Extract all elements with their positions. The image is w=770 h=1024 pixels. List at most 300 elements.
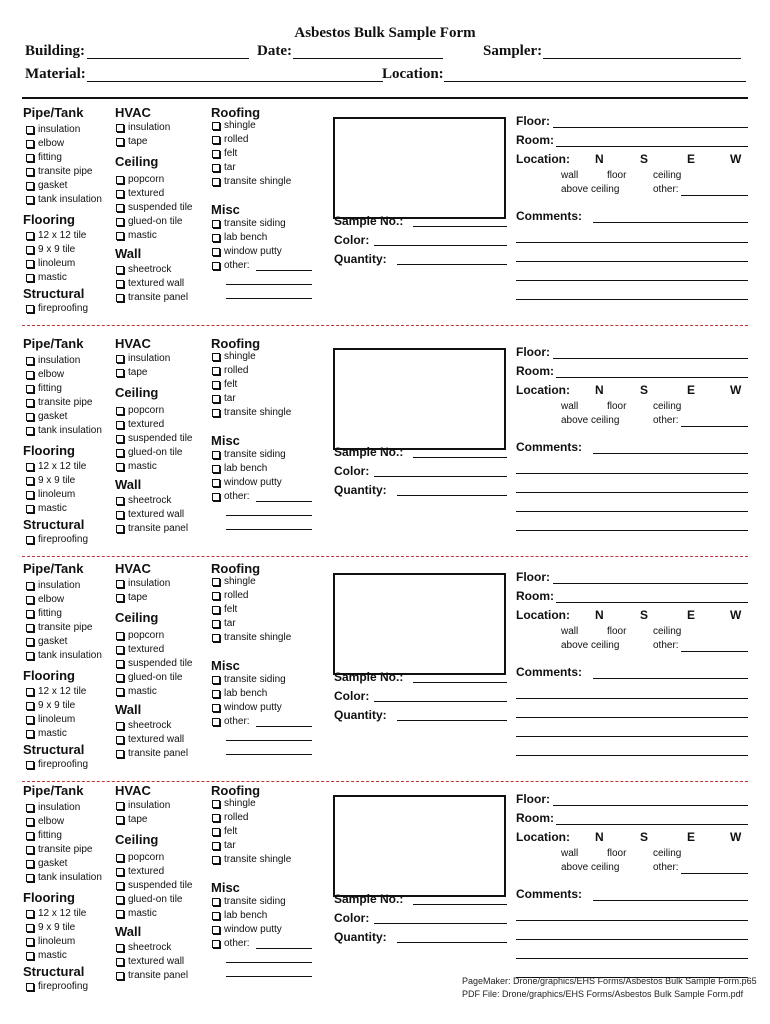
- misc-other-line-2[interactable]: [226, 284, 312, 285]
- floor-option[interactable]: floor: [607, 848, 627, 859]
- checkbox-icon[interactable]: [116, 511, 124, 519]
- checkbox-item-roofing[interactable]: [212, 798, 256, 809]
- checkbox-icon[interactable]: [26, 702, 34, 710]
- checkbox-item-pipe-tank[interactable]: [26, 138, 64, 149]
- checkbox-item-ceiling[interactable]: [116, 405, 164, 416]
- checkbox-icon[interactable]: [116, 660, 124, 668]
- room-field[interactable]: [556, 146, 748, 147]
- checkbox-icon[interactable]: [212, 479, 220, 487]
- checkbox-item-flooring[interactable]: [26, 258, 75, 269]
- checkbox-item-roofing[interactable]: [212, 840, 236, 851]
- comments-line-5[interactable]: [516, 299, 748, 300]
- checkbox-icon[interactable]: [26, 952, 34, 960]
- checkbox-item-pipe-tank[interactable]: [26, 830, 62, 841]
- ceiling-option[interactable]: ceiling: [653, 626, 682, 637]
- checkbox-item-pipe-tank[interactable]: [26, 872, 102, 883]
- checkbox-icon[interactable]: [26, 505, 34, 513]
- comments-line-5[interactable]: [516, 530, 748, 531]
- building-field[interactable]: [87, 58, 249, 59]
- checkbox-item-pipe-tank[interactable]: [26, 194, 102, 205]
- checkbox-icon[interactable]: [26, 938, 34, 946]
- checkbox-item-misc[interactable]: [212, 449, 286, 460]
- checkbox-icon[interactable]: [212, 136, 220, 144]
- checkbox-icon[interactable]: [26, 846, 34, 854]
- direction-s-option[interactable]: S: [640, 383, 649, 397]
- checkbox-item-roofing[interactable]: [212, 632, 291, 643]
- wall-option[interactable]: wall: [561, 626, 579, 637]
- other-option[interactable]: other:: [653, 862, 679, 873]
- checkbox-icon[interactable]: [212, 493, 220, 501]
- checkbox-item-wall[interactable]: [116, 523, 188, 534]
- checkbox-item-misc[interactable]: [212, 463, 267, 474]
- ceiling-option[interactable]: ceiling: [653, 170, 682, 181]
- checkbox-item-hvac[interactable]: [116, 592, 147, 603]
- checkbox-icon[interactable]: [26, 716, 34, 724]
- checkbox-item-pipe-tank[interactable]: [26, 636, 67, 647]
- checkbox-icon[interactable]: [26, 399, 34, 407]
- checkbox-icon[interactable]: [116, 944, 124, 952]
- checkbox-item-hvac[interactable]: [116, 800, 170, 811]
- checkbox-icon[interactable]: [116, 463, 124, 471]
- checkbox-icon[interactable]: [116, 124, 124, 132]
- comments-line-3[interactable]: [516, 492, 748, 493]
- checkbox-icon[interactable]: [26, 491, 34, 499]
- wall-option[interactable]: wall: [561, 848, 579, 859]
- above-ceiling-option[interactable]: above ceiling: [561, 184, 620, 195]
- checkbox-icon[interactable]: [26, 477, 34, 485]
- checkbox-item-ceiling[interactable]: [116, 419, 164, 430]
- comments-line-4[interactable]: [516, 511, 748, 512]
- checkbox-item-pipe-tank[interactable]: [26, 383, 62, 394]
- checkbox-item-wall[interactable]: [116, 509, 184, 520]
- comments-line-4[interactable]: [516, 280, 748, 281]
- checkbox-icon[interactable]: [116, 750, 124, 758]
- comments-line-5[interactable]: [516, 755, 748, 756]
- sample-no-field[interactable]: [413, 904, 507, 905]
- checkbox-item-misc[interactable]: [212, 702, 282, 713]
- checkbox-item-wall[interactable]: [116, 956, 184, 967]
- checkbox-item-pipe-tank[interactable]: [26, 802, 80, 813]
- sample-photo-box[interactable]: [333, 795, 506, 897]
- comments-line-3[interactable]: [516, 261, 748, 262]
- checkbox-icon[interactable]: [116, 280, 124, 288]
- checkbox-icon[interactable]: [26, 357, 34, 365]
- checkbox-icon[interactable]: [212, 367, 220, 375]
- checkbox-icon[interactable]: [212, 381, 220, 389]
- checkbox-icon[interactable]: [116, 190, 124, 198]
- checkbox-icon[interactable]: [212, 451, 220, 459]
- checkbox-icon[interactable]: [212, 578, 220, 586]
- checkbox-icon[interactable]: [212, 465, 220, 473]
- above-ceiling-option[interactable]: above ceiling: [561, 415, 620, 426]
- checkbox-item-flooring[interactable]: [26, 714, 75, 725]
- checkbox-item-pipe-tank[interactable]: [26, 166, 92, 177]
- misc-other-line-2[interactable]: [226, 740, 312, 741]
- checkbox-item-roofing[interactable]: [212, 576, 256, 587]
- checkbox-item-flooring[interactable]: [26, 230, 86, 241]
- checkbox-item-misc[interactable]: [212, 260, 250, 271]
- checkbox-icon[interactable]: [116, 421, 124, 429]
- quantity-field[interactable]: [397, 495, 507, 496]
- checkbox-icon[interactable]: [116, 294, 124, 302]
- checkbox-item-ceiling[interactable]: [116, 644, 164, 655]
- checkbox-item-roofing[interactable]: [212, 618, 236, 629]
- checkbox-item-flooring[interactable]: [26, 922, 75, 933]
- checkbox-icon[interactable]: [212, 150, 220, 158]
- checkbox-item-pipe-tank[interactable]: [26, 152, 62, 163]
- checkbox-icon[interactable]: [212, 248, 220, 256]
- sample-no-field[interactable]: [413, 457, 507, 458]
- other-option[interactable]: other:: [653, 184, 679, 195]
- floor-field[interactable]: [553, 805, 748, 806]
- checkbox-icon[interactable]: [26, 246, 34, 254]
- checkbox-item-roofing[interactable]: [212, 365, 248, 376]
- checkbox-item-ceiling[interactable]: [116, 686, 157, 697]
- checkbox-item-pipe-tank[interactable]: [26, 844, 92, 855]
- checkbox-item-flooring[interactable]: [26, 475, 75, 486]
- direction-s-option[interactable]: S: [640, 152, 649, 166]
- comments-line-1[interactable]: [593, 453, 748, 454]
- checkbox-icon[interactable]: [116, 646, 124, 654]
- misc-other-field[interactable]: [256, 501, 312, 502]
- checkbox-icon[interactable]: [116, 138, 124, 146]
- checkbox-item-wall[interactable]: [116, 748, 188, 759]
- material-field[interactable]: [87, 81, 383, 82]
- checkbox-item-ceiling[interactable]: [116, 202, 193, 213]
- quantity-field[interactable]: [397, 942, 507, 943]
- checkbox-icon[interactable]: [116, 632, 124, 640]
- checkbox-item-roofing[interactable]: [212, 854, 291, 865]
- misc-other-line-3[interactable]: [226, 529, 312, 530]
- checkbox-icon[interactable]: [116, 580, 124, 588]
- checkbox-icon[interactable]: [116, 497, 124, 505]
- checkbox-icon[interactable]: [212, 690, 220, 698]
- floor-option[interactable]: floor: [607, 626, 627, 637]
- direction-s-option[interactable]: S: [640, 608, 649, 622]
- checkbox-icon[interactable]: [116, 355, 124, 363]
- misc-other-field[interactable]: [256, 948, 312, 949]
- checkbox-item-hvac[interactable]: [116, 353, 170, 364]
- checkbox-item-structural[interactable]: [26, 534, 88, 545]
- above-ceiling-option[interactable]: above ceiling: [561, 640, 620, 651]
- checkbox-item-misc[interactable]: [212, 924, 282, 935]
- checkbox-item-roofing[interactable]: [212, 826, 237, 837]
- wall-option[interactable]: wall: [561, 401, 579, 412]
- direction-w-option[interactable]: W: [730, 152, 742, 166]
- checkbox-item-roofing[interactable]: [212, 379, 237, 390]
- floor-option[interactable]: floor: [607, 170, 627, 181]
- checkbox-item-roofing[interactable]: [212, 604, 237, 615]
- checkbox-item-ceiling[interactable]: [116, 230, 157, 241]
- checkbox-icon[interactable]: [26, 804, 34, 812]
- checkbox-item-misc[interactable]: [212, 716, 250, 727]
- checkbox-item-wall[interactable]: [116, 734, 184, 745]
- checkbox-item-ceiling[interactable]: [116, 630, 164, 641]
- checkbox-icon[interactable]: [26, 168, 34, 176]
- checkbox-icon[interactable]: [212, 800, 220, 808]
- other-option[interactable]: other:: [653, 640, 679, 651]
- checkbox-icon[interactable]: [116, 896, 124, 904]
- checkbox-item-pipe-tank[interactable]: [26, 608, 62, 619]
- checkbox-icon[interactable]: [26, 536, 34, 544]
- wall-option[interactable]: wall: [561, 170, 579, 181]
- ceiling-option[interactable]: ceiling: [653, 848, 682, 859]
- floor-field[interactable]: [553, 358, 748, 359]
- checkbox-icon[interactable]: [26, 463, 34, 471]
- checkbox-icon[interactable]: [212, 395, 220, 403]
- checkbox-item-flooring[interactable]: [26, 950, 67, 961]
- checkbox-item-pipe-tank[interactable]: [26, 650, 102, 661]
- checkbox-item-misc[interactable]: [212, 896, 286, 907]
- checkbox-icon[interactable]: [116, 369, 124, 377]
- checkbox-icon[interactable]: [26, 427, 34, 435]
- checkbox-item-hvac[interactable]: [116, 122, 170, 133]
- quantity-field[interactable]: [397, 720, 507, 721]
- checkbox-item-ceiling[interactable]: [116, 894, 182, 905]
- checkbox-item-pipe-tank[interactable]: [26, 180, 67, 191]
- sample-photo-box[interactable]: [333, 573, 506, 675]
- checkbox-item-ceiling[interactable]: [116, 433, 193, 444]
- room-field[interactable]: [556, 824, 748, 825]
- checkbox-item-ceiling[interactable]: [116, 908, 157, 919]
- other-option[interactable]: other:: [653, 415, 679, 426]
- checkbox-icon[interactable]: [212, 262, 220, 270]
- checkbox-icon[interactable]: [26, 140, 34, 148]
- checkbox-icon[interactable]: [26, 305, 34, 313]
- checkbox-item-ceiling[interactable]: [116, 866, 164, 877]
- sample-photo-box[interactable]: [333, 348, 506, 450]
- misc-other-line-3[interactable]: [226, 754, 312, 755]
- checkbox-item-flooring[interactable]: [26, 686, 86, 697]
- comments-line-2[interactable]: [516, 242, 748, 243]
- checkbox-icon[interactable]: [116, 882, 124, 890]
- direction-e-option[interactable]: E: [687, 608, 696, 622]
- checkbox-icon[interactable]: [26, 910, 34, 918]
- checkbox-icon[interactable]: [116, 525, 124, 533]
- misc-other-line-3[interactable]: [226, 976, 312, 977]
- checkbox-icon[interactable]: [26, 688, 34, 696]
- checkbox-item-misc[interactable]: [212, 246, 282, 257]
- checkbox-icon[interactable]: [116, 435, 124, 443]
- checkbox-item-roofing[interactable]: [212, 590, 248, 601]
- checkbox-item-ceiling[interactable]: [116, 174, 164, 185]
- checkbox-item-flooring[interactable]: [26, 503, 67, 514]
- checkbox-icon[interactable]: [116, 910, 124, 918]
- checkbox-item-ceiling[interactable]: [116, 672, 182, 683]
- checkbox-item-flooring[interactable]: [26, 489, 75, 500]
- checkbox-icon[interactable]: [116, 449, 124, 457]
- checkbox-item-pipe-tank[interactable]: [26, 858, 67, 869]
- location-other-field[interactable]: [681, 873, 748, 874]
- checkbox-icon[interactable]: [116, 802, 124, 810]
- sample-no-field[interactable]: [413, 682, 507, 683]
- checkbox-icon[interactable]: [116, 854, 124, 862]
- checkbox-item-flooring[interactable]: [26, 728, 67, 739]
- misc-other-line-2[interactable]: [226, 962, 312, 963]
- misc-other-line-2[interactable]: [226, 515, 312, 516]
- color-field[interactable]: [374, 701, 507, 702]
- checkbox-item-ceiling[interactable]: [116, 880, 193, 891]
- checkbox-icon[interactable]: [116, 232, 124, 240]
- checkbox-item-wall[interactable]: [116, 970, 188, 981]
- checkbox-icon[interactable]: [26, 610, 34, 618]
- checkbox-icon[interactable]: [212, 828, 220, 836]
- direction-e-option[interactable]: E: [687, 830, 696, 844]
- checkbox-item-ceiling[interactable]: [116, 447, 182, 458]
- checkbox-item-wall[interactable]: [116, 292, 188, 303]
- checkbox-item-hvac[interactable]: [116, 367, 147, 378]
- checkbox-icon[interactable]: [212, 234, 220, 242]
- checkbox-item-structural[interactable]: [26, 759, 88, 770]
- direction-w-option[interactable]: W: [730, 383, 742, 397]
- checkbox-item-pipe-tank[interactable]: [26, 355, 80, 366]
- checkbox-item-roofing[interactable]: [212, 148, 237, 159]
- location-other-field[interactable]: [681, 195, 748, 196]
- comments-line-3[interactable]: [516, 717, 748, 718]
- checkbox-icon[interactable]: [26, 638, 34, 646]
- checkbox-item-pipe-tank[interactable]: [26, 622, 92, 633]
- floor-option[interactable]: floor: [607, 401, 627, 412]
- checkbox-icon[interactable]: [212, 842, 220, 850]
- direction-w-option[interactable]: W: [730, 608, 742, 622]
- checkbox-icon[interactable]: [212, 676, 220, 684]
- comments-line-3[interactable]: [516, 939, 748, 940]
- checkbox-item-misc[interactable]: [212, 218, 286, 229]
- comments-line-2[interactable]: [516, 920, 748, 921]
- checkbox-item-misc[interactable]: [212, 491, 250, 502]
- checkbox-icon[interactable]: [212, 620, 220, 628]
- checkbox-icon[interactable]: [212, 718, 220, 726]
- checkbox-icon[interactable]: [26, 385, 34, 393]
- checkbox-icon[interactable]: [212, 814, 220, 822]
- misc-other-line-3[interactable]: [226, 298, 312, 299]
- checkbox-item-ceiling[interactable]: [116, 461, 157, 472]
- color-field[interactable]: [374, 245, 507, 246]
- checkbox-icon[interactable]: [26, 371, 34, 379]
- comments-line-1[interactable]: [593, 222, 748, 223]
- above-ceiling-option[interactable]: above ceiling: [561, 862, 620, 873]
- checkbox-item-ceiling[interactable]: [116, 188, 164, 199]
- sample-no-field[interactable]: [413, 226, 507, 227]
- direction-s-option[interactable]: S: [640, 830, 649, 844]
- checkbox-icon[interactable]: [116, 816, 124, 824]
- checkbox-item-roofing[interactable]: [212, 393, 236, 404]
- checkbox-icon[interactable]: [116, 958, 124, 966]
- ceiling-option[interactable]: ceiling: [653, 401, 682, 412]
- misc-other-field[interactable]: [256, 726, 312, 727]
- checkbox-item-wall[interactable]: [116, 942, 171, 953]
- checkbox-item-pipe-tank[interactable]: [26, 411, 67, 422]
- comments-line-1[interactable]: [593, 678, 748, 679]
- direction-e-option[interactable]: E: [687, 152, 696, 166]
- checkbox-icon[interactable]: [26, 126, 34, 134]
- direction-n-option[interactable]: N: [595, 830, 604, 844]
- checkbox-icon[interactable]: [26, 624, 34, 632]
- checkbox-icon[interactable]: [116, 266, 124, 274]
- checkbox-item-misc[interactable]: [212, 938, 250, 949]
- checkbox-icon[interactable]: [212, 940, 220, 948]
- checkbox-icon[interactable]: [116, 674, 124, 682]
- checkbox-icon[interactable]: [26, 260, 34, 268]
- comments-line-1[interactable]: [593, 900, 748, 901]
- checkbox-item-structural[interactable]: [26, 981, 88, 992]
- direction-n-option[interactable]: N: [595, 152, 604, 166]
- checkbox-icon[interactable]: [26, 582, 34, 590]
- color-field[interactable]: [374, 923, 507, 924]
- direction-n-option[interactable]: N: [595, 383, 604, 397]
- checkbox-item-ceiling[interactable]: [116, 658, 193, 669]
- checkbox-icon[interactable]: [26, 232, 34, 240]
- checkbox-icon[interactable]: [116, 176, 124, 184]
- checkbox-icon[interactable]: [26, 274, 34, 282]
- checkbox-item-pipe-tank[interactable]: [26, 816, 64, 827]
- checkbox-item-roofing[interactable]: [212, 134, 248, 145]
- direction-w-option[interactable]: W: [730, 830, 742, 844]
- date-field[interactable]: [293, 58, 443, 59]
- checkbox-item-roofing[interactable]: [212, 176, 291, 187]
- checkbox-item-pipe-tank[interactable]: [26, 580, 80, 591]
- checkbox-item-hvac[interactable]: [116, 814, 147, 825]
- checkbox-icon[interactable]: [212, 164, 220, 172]
- checkbox-item-pipe-tank[interactable]: [26, 124, 80, 135]
- direction-n-option[interactable]: N: [595, 608, 604, 622]
- location-other-field[interactable]: [681, 651, 748, 652]
- checkbox-item-roofing[interactable]: [212, 812, 248, 823]
- checkbox-item-pipe-tank[interactable]: [26, 594, 64, 605]
- checkbox-icon[interactable]: [212, 634, 220, 642]
- checkbox-icon[interactable]: [26, 983, 34, 991]
- checkbox-item-misc[interactable]: [212, 232, 267, 243]
- checkbox-icon[interactable]: [212, 409, 220, 417]
- floor-field[interactable]: [553, 127, 748, 128]
- checkbox-icon[interactable]: [26, 860, 34, 868]
- checkbox-item-hvac[interactable]: [116, 578, 170, 589]
- checkbox-icon[interactable]: [116, 868, 124, 876]
- checkbox-icon[interactable]: [26, 413, 34, 421]
- checkbox-icon[interactable]: [212, 122, 220, 130]
- quantity-field[interactable]: [397, 264, 507, 265]
- room-field[interactable]: [556, 377, 748, 378]
- color-field[interactable]: [374, 476, 507, 477]
- checkbox-item-flooring[interactable]: [26, 272, 67, 283]
- checkbox-item-wall[interactable]: [116, 278, 184, 289]
- location-other-field[interactable]: [681, 426, 748, 427]
- checkbox-icon[interactable]: [116, 736, 124, 744]
- checkbox-icon[interactable]: [116, 204, 124, 212]
- checkbox-item-ceiling[interactable]: [116, 852, 164, 863]
- checkbox-icon[interactable]: [212, 178, 220, 186]
- checkbox-icon[interactable]: [116, 722, 124, 730]
- checkbox-item-misc[interactable]: [212, 688, 267, 699]
- checkbox-item-ceiling[interactable]: [116, 216, 182, 227]
- checkbox-icon[interactable]: [212, 856, 220, 864]
- checkbox-icon[interactable]: [26, 874, 34, 882]
- misc-other-field[interactable]: [256, 270, 312, 271]
- checkbox-item-flooring[interactable]: [26, 461, 86, 472]
- checkbox-icon[interactable]: [116, 972, 124, 980]
- checkbox-item-roofing[interactable]: [212, 351, 256, 362]
- checkbox-icon[interactable]: [212, 353, 220, 361]
- checkbox-icon[interactable]: [212, 592, 220, 600]
- checkbox-item-roofing[interactable]: [212, 407, 291, 418]
- checkbox-icon[interactable]: [212, 220, 220, 228]
- location-field[interactable]: [444, 81, 746, 82]
- checkbox-icon[interactable]: [212, 898, 220, 906]
- checkbox-item-wall[interactable]: [116, 264, 171, 275]
- checkbox-item-flooring[interactable]: [26, 244, 75, 255]
- checkbox-icon[interactable]: [212, 912, 220, 920]
- sample-photo-box[interactable]: [333, 117, 506, 219]
